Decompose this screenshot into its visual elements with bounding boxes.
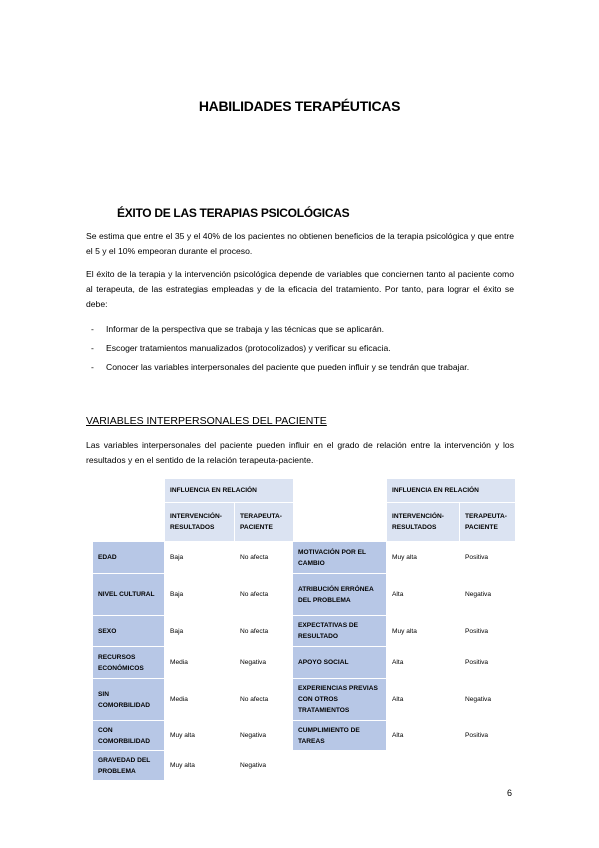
row-label: SIN COMORBILIDAD: [93, 679, 165, 721]
cell-value: No afecta: [235, 574, 294, 616]
cell-value: No afecta: [235, 542, 294, 574]
cell-value: Negativa: [460, 574, 516, 616]
list-item: - Escoger tratamientos manualizados (protocolizados) y verificar su eficacia.: [86, 341, 514, 356]
dash-bullet: -: [91, 362, 94, 372]
dash-bullet: -: [91, 343, 94, 353]
cell-value: Positiva: [460, 721, 516, 751]
cell-value: No afecta: [235, 616, 294, 647]
row-label: GRAVEDAD DEL PROBLEMA: [93, 751, 165, 781]
cell-value: Baja: [165, 574, 235, 616]
variables-table-left: [92, 478, 294, 781]
dash-bullet: -: [91, 324, 94, 334]
header-therapist-patient: TERAPEUTA-PACIENTE: [460, 503, 516, 542]
cell-value: Muy alta: [165, 751, 235, 781]
cell-value: Muy alta: [165, 721, 235, 751]
cell-value: Alta: [387, 721, 460, 751]
cell-value: Media: [165, 679, 235, 721]
cell-value: Muy alta: [387, 542, 460, 574]
header-intervention-results: INTERVENCIÓN-RESULTADOS: [387, 503, 460, 542]
cell-value: Positiva: [460, 616, 516, 647]
page-number: 6: [507, 788, 513, 798]
paragraph-success: El éxito de la terapia y la intervención psicológica depende de variables que conciernen tanto al paciente como al terapeuta, de las estrategias empleadas y de la eficacia del tratamiento. Por tanto, para lograr el éxito se debe:: [86, 269, 514, 309]
row-label: EXPECTATIVAS DE RESULTADO: [293, 616, 387, 647]
cell-value: Negativa: [235, 721, 294, 751]
paragraph-variables: Las variables interpersonales del paciente pueden influir en el grado de relación entre la intervención y los resultados y en el sentido de la relación terapeuta-paciente.: [86, 440, 514, 465]
cell-value: No afecta: [235, 679, 294, 721]
row-label: EDAD: [93, 542, 165, 574]
header-intervention-results: INTERVENCIÓN-RESULTADOS: [165, 503, 235, 542]
cell-value: Baja: [165, 616, 235, 647]
row-label: CON COMORBILIDAD: [93, 721, 165, 751]
cell-value: Alta: [387, 647, 460, 679]
row-label: EXPERIENCIAS PREVIAS CON OTROS TRATAMIENTOS: [293, 679, 387, 721]
cell-value: Alta: [387, 574, 460, 616]
row-label: RECURSOS ECONÓMICOS: [93, 647, 165, 679]
cell-value: Positiva: [460, 647, 516, 679]
cell-value: Alta: [387, 679, 460, 721]
row-label: ATRIBUCIÓN ERRÓNEA DEL PROBLEMA: [293, 574, 387, 616]
list-item: - Informar de la perspectiva que se trabaja y las técnicas que se aplicarán.: [86, 322, 514, 337]
variables-table-right: [292, 478, 516, 751]
header-influence: INFLUENCIA EN RELACIÓN: [165, 479, 294, 503]
cell-value: Negativa: [235, 751, 294, 781]
header-influence: INFLUENCIA EN RELACIÓN: [387, 479, 516, 503]
cell-value: Muy alta: [387, 616, 460, 647]
cell-value: Media: [165, 647, 235, 679]
row-label: NIVEL CULTURAL: [93, 574, 165, 616]
cell-value: Baja: [165, 542, 235, 574]
list-item: - Conocer las variables interpersonales del paciente que pueden influir y se tendrán que trabajar.: [86, 360, 514, 375]
cell-value: Negativa: [460, 679, 516, 721]
cell-value: Positiva: [460, 542, 516, 574]
row-label: SEXO: [93, 616, 165, 647]
row-label: CUMPLIMIENTO DE TAREAS: [293, 721, 387, 751]
success-list: [86, 322, 514, 379]
paragraph-stats: Se estima que entre el 35 y el 40% de los pacientes no obtienen beneficios de la terapia psicológica y que entre el 5 y el 10% empeoran durante el proceso.: [86, 231, 514, 256]
variables-heading: VARIABLES INTERPERSONALES DEL PACIENTE: [86, 415, 327, 427]
row-label: MOTIVACIÓN POR EL CAMBIO: [293, 542, 387, 574]
section-heading: ÉXITO DE LAS TERAPIAS PSICOLÓGICAS: [117, 206, 350, 220]
cell-value: Negativa: [235, 647, 294, 679]
row-label: APOYO SOCIAL: [293, 647, 387, 679]
page-title: HABILIDADES TERAPÉUTICAS: [198, 98, 401, 114]
header-therapist-patient: TERAPEUTA-PACIENTE: [235, 503, 294, 542]
